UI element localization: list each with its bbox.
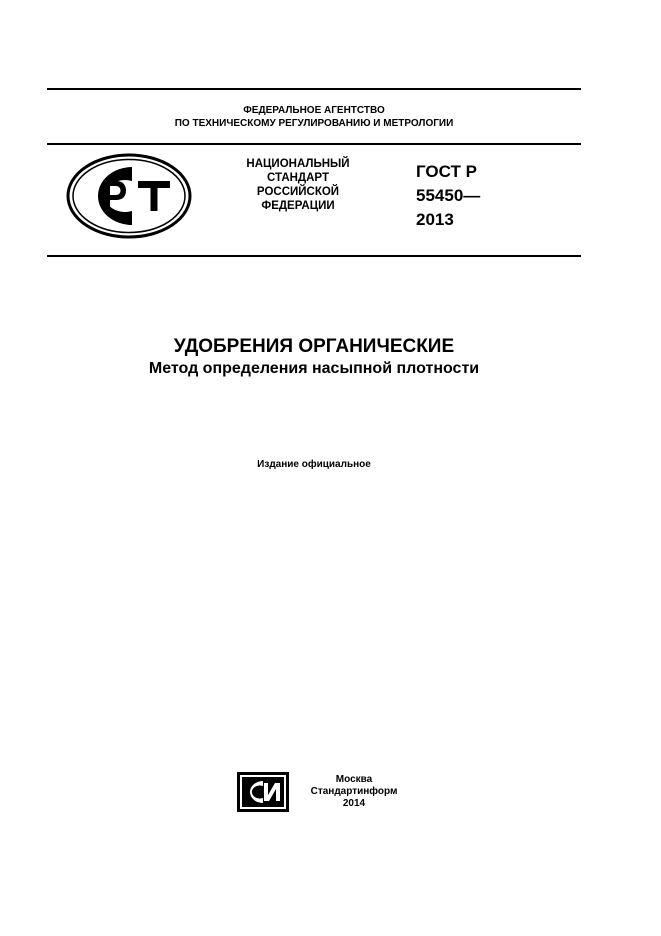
national-line-3: РОССИЙСКОЙ	[256, 186, 340, 198]
publisher-year: 2014	[342, 798, 366, 809]
gost-line-2: 55450—	[416, 186, 481, 205]
national-line-1: НАЦИОНАЛЬНЫЙ	[246, 158, 350, 170]
agency-header	[47, 104, 581, 130]
agency-line-1: ФЕДЕРАЛЬНОЕ АГЕНТСТВО	[243, 105, 385, 116]
edition-note: Издание официальное	[257, 459, 371, 470]
header-divider-rule	[47, 143, 581, 145]
national-line-2: СТАНДАРТ	[267, 172, 329, 184]
gost-line-3: 2013	[416, 210, 454, 229]
bottom-header-rule	[47, 255, 581, 257]
publisher-city: Москва	[335, 774, 373, 785]
rst-logo-icon	[66, 153, 192, 239]
title-subtitle: Метод определения насыпной плотности	[148, 360, 480, 377]
agency-line-2: ПО ТЕХНИЧЕСКОМУ РЕГУЛИРОВАНИЮ И МЕТРОЛОГИИ	[174, 118, 454, 129]
national-line-4: ФЕДЕРАЦИИ	[261, 200, 335, 212]
publisher-name: Стандартинформ	[310, 786, 398, 797]
publisher-block	[294, 774, 414, 810]
standartinform-logo-icon	[236, 771, 290, 813]
title-main: УДОБРЕНИЯ ОРГАНИЧЕСКИЕ	[173, 336, 455, 357]
gost-line-1: ГОСТ Р	[416, 162, 477, 181]
top-rule	[47, 88, 581, 90]
document-title	[47, 336, 581, 380]
gost-designation	[416, 160, 480, 232]
national-standard-label	[228, 157, 368, 213]
